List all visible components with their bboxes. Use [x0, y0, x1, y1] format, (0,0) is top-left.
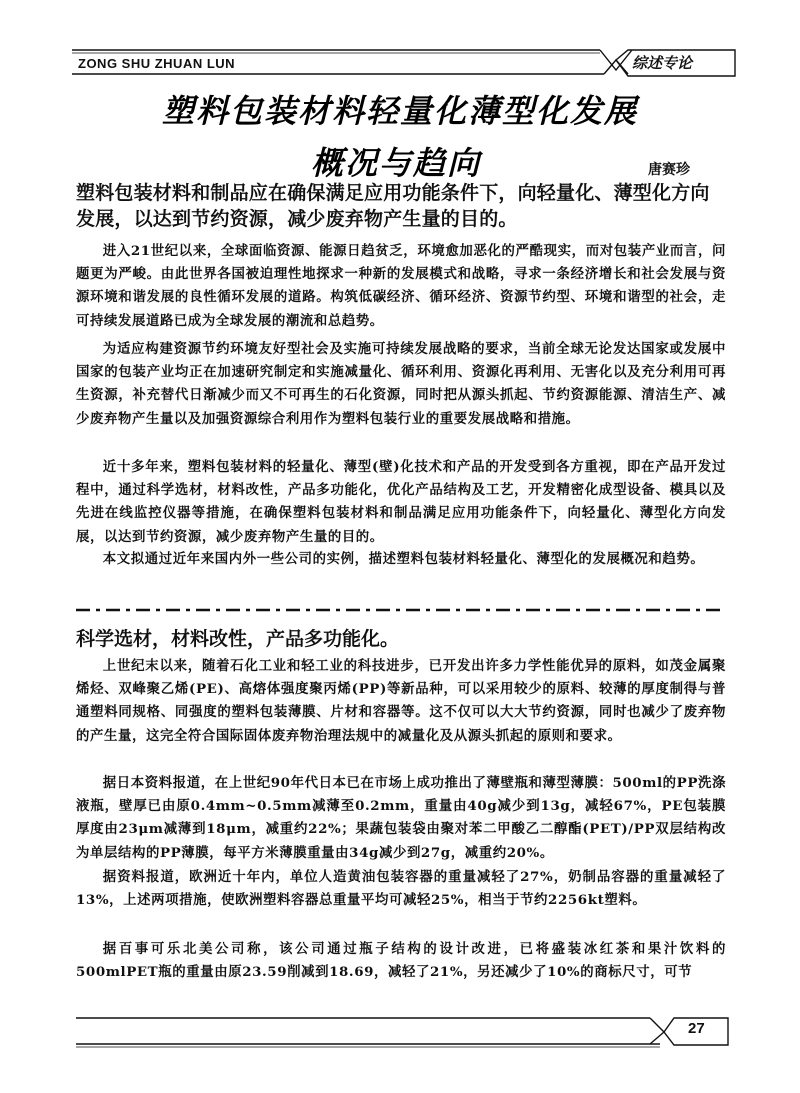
article-title-line-2: 概况与趋向 — [310, 144, 481, 182]
section-paragraph-4: 据百事可乐北美公司称，该公司通过瓶子结构的设计改进，已将盛装冰红茶和果汁饮料的500mlPET瓶的重量由原23.59削减到18.69，减轻了21%，另还减少了10%的商标尺寸，可节 — [76, 941, 726, 981]
intro-paragraph-2: 为适应构建资源节约环境友好型社会及实施可持续发展战略的要求，当前全球无论发达国家或发展中国家的包装产业均正在加速研究制定和实施减量化、循环利用、资源化再利用、无害化以及充分利用可再生资源，补充替代日渐减少而又不可再生的石化资源，同时把从源头抓起、节约资源能源、清洁生产、减少废弃物产生量以及加强资源综合利用作为塑料包装行业的重要发展战略和措施。 — [76, 341, 726, 427]
section-heading: 科学选材，材料改性，产品多功能化。 — [76, 628, 400, 650]
lead-paragraph: 塑料包装材料和制品应在确保满足应用功能条件下，向轻量化、薄型化方向发展，以达到节约资源，减少废弃物产生量的目的。 — [76, 182, 710, 230]
article-title-line-1: 塑料包装材料轻量化薄型化发展 — [161, 92, 638, 130]
author-name: 唐赛珍 — [648, 162, 690, 178]
footer-rule — [76, 1018, 728, 1047]
column-title: 综述专论 — [632, 54, 693, 72]
intro-paragraph-3: 近十多年来，塑料包装材料的轻量化、薄型(壁)化技术和产品的开发受到各方重视，即在产品开发过程中，通过科学选材，材料改性，产品多功能化，优化产品结构及工艺，开发精密化成型设备、模具以及先进在线监控仪器等措施，在确保塑料包装材料和制品满足应用功能条件下，向轻量化、薄型化方向发展，以达到节约资源，减少废弃物产生量的目的。 — [76, 459, 726, 545]
intro-paragraph-1: 进入21世纪以来，全球面临资源、能源日趋贫乏，环境愈加恶化的严酷现实，而对包装产业而言，问题更为严峻。由此世界各国被迫理性地探求一种新的发展模式和战略，寻求一条经济增长和社会发展与资源环境和谐发展的良性循环发展的道路。构筑低碳经济、循环经济、资源节约型、环境和谐型的社会，走可持续发展道路已成为全球发展的潮流和总趋势。 — [76, 243, 726, 329]
section-paragraph-1: 上世纪末以来，随着石化工业和轻工业的科技进步，已开发出许多力学性能优异的原料，如茂金属聚烯烃、双峰聚乙烯(PE)、高熔体强度聚丙烯(PP)等新品种，可以采用较少的原料、较薄的厚度制得与普通塑料同规格、同强度的塑料包装薄膜、片材和容器等。这不仅可以大大节约资源，同时也减少了废弃物的产生量，这完全符合国际固体废弃物治理法规中的减量化及从源头抓起的原则和要求。 — [76, 658, 726, 744]
section-paragraph-2: 据日本资料报道，在上世纪90年代日本已在市场上成功推出了薄壁瓶和薄型薄膜：500ml的PP洗涤液瓶，壁厚已由原0.4mm~0.5mm减薄至0.2mm，重量由40g减少到13g，减轻67%，PE包装膜厚度由23μm减薄到18μm，减重约22%；果蔬包装袋由聚对苯二甲酸乙二醇酯(PET)/PP双层结构改为单层结构的PP薄膜，每平方米薄膜重量由34g减少到27g，减重约20%。 — [76, 775, 726, 861]
page-number: 27 — [688, 1020, 705, 1037]
section-paragraph-3: 据资料报道，欧洲近十年内，单位人造黄油包装容器的重量减轻了27%，奶制品容器的重量减轻了13%，上述两项措施，使欧洲塑料容器总重量平均可减轻25%，相当于节约2256kt塑料。 — [76, 869, 726, 909]
intro-paragraph-4: 本文拟通过近年来国内外一些公司的实例，描述塑料包装材料轻量化、薄型化的发展概况和趋势。 — [102, 551, 705, 567]
journal-section-label: ZONG SHU ZHUAN LUN — [78, 56, 236, 71]
